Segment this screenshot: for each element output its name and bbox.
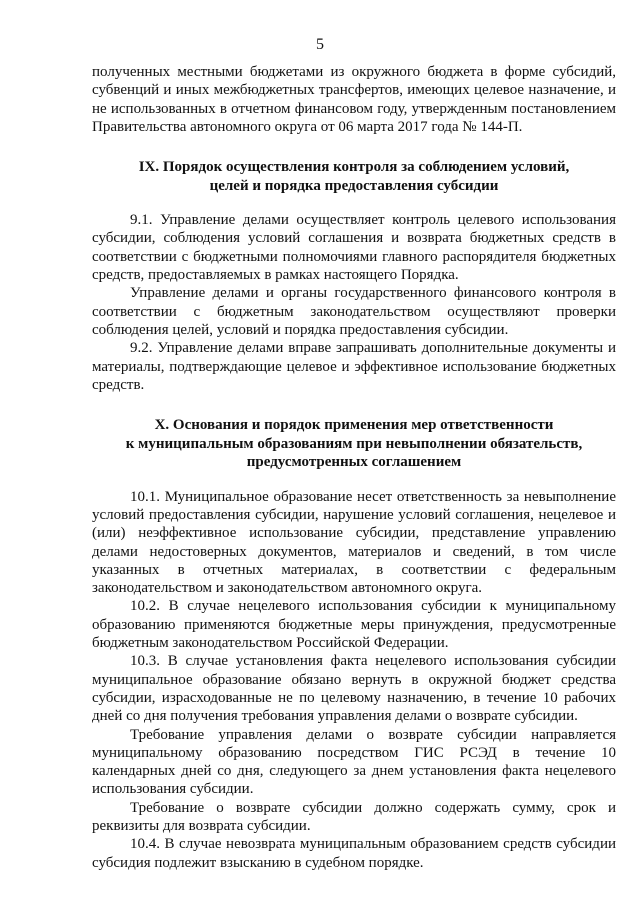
paragraph-9-1-control: Управление делами и органы государственного финансового контроля в соответствии с бюджетным законодательством осуществляют проверки соблюдения целей, условий и порядка предоставления субсидии. (92, 285, 616, 338)
intro-paragraph: полученных местными бюджетами из окружного бюджета в форме субсидий, субвенций и иных межбюджетных трансфертов, имеющих целевое назначение, и не использованных в отчетном финансовом году, утвержденным постановлением Правительства автономного округа от 06 марта 2017 года № 144-П. (92, 64, 616, 135)
paragraph-9-1: 9.1. Управление делами осуществляет контроль целевого использования субсидии, соблюдения условий соглашения и возврата бюджетных средств в соответствии с бюджетными полномочиями главного распорядителя бюджетных средств, предоставляемых в рамках настоящего Порядка. (92, 212, 616, 284)
section-9-heading (92, 158, 616, 195)
paragraph-9-2: 9.2. Управление делами вправе запрашивать дополнительные документы и материалы, подтверждающие целевое и эффективное использование бюджетных средств. (92, 340, 616, 393)
section-10-heading-line-2: к муниципальным образованиям при невыполнении обязательств, (125, 435, 583, 452)
paragraph-10-3-contents: Требование о возврате субсидии должно содержать сумму, срок и реквизиты для возврата субсидии. (92, 799, 616, 834)
paragraph-10-4: 10.4. В случае невозврата муниципальным образованием средств субсидии субсидия подлежит взысканию в судебном порядке. (92, 836, 616, 871)
page-number: 5 (316, 36, 324, 53)
section-10-heading (92, 416, 616, 472)
section-10-heading-line-3: предусмотренных соглашением (246, 454, 462, 471)
section-10-heading-line-1: X. Основания и порядок применения мер ответственности (154, 417, 554, 434)
paragraph-10-2: 10.2. В случае нецелевого использования субсидии к муниципальному образованию применяются бюджетные меры принуждения, предусмотренные бюджетным законодательством Российской Федерации. (92, 598, 616, 652)
section-9-heading-line-2: целей и порядка предоставления субсидии (209, 177, 499, 194)
paragraph-10-3: 10.3. В случае установления факта нецелевого использования субсидии муниципальное образование обязано вернуть в окружной бюджет средства субсидии, израсходованные не по целевому назначению, в течение 10 рабочих дней со дня получения требования управления делами о возврате субсидии. (92, 653, 616, 725)
document-body (92, 63, 616, 872)
section-9-heading-line-1: IX. Порядок осуществления контроля за соблюдением условий, (138, 159, 570, 176)
paragraph-10-3-requirement: Требование управления делами о возврате субсидии направляется муниципальному образованию посредством ГИС РСЭД в течение 10 календарных дней со дня, следующего за днем установления факта нецелевого использования субсидии. (92, 726, 616, 798)
paragraph-10-1: 10.1. Муниципальное образование несет ответственность за невыполнение условий предоставления субсидии, нарушение условий соглашения, нецелевое и (или) неэффективное использование субсидии, представление управлению делами недостоверных документов, материалов и сведений, в том числе указанных в отчетных материалах, в соответствии с федеральным законодательством и законодательством автономного округа. (92, 488, 616, 597)
